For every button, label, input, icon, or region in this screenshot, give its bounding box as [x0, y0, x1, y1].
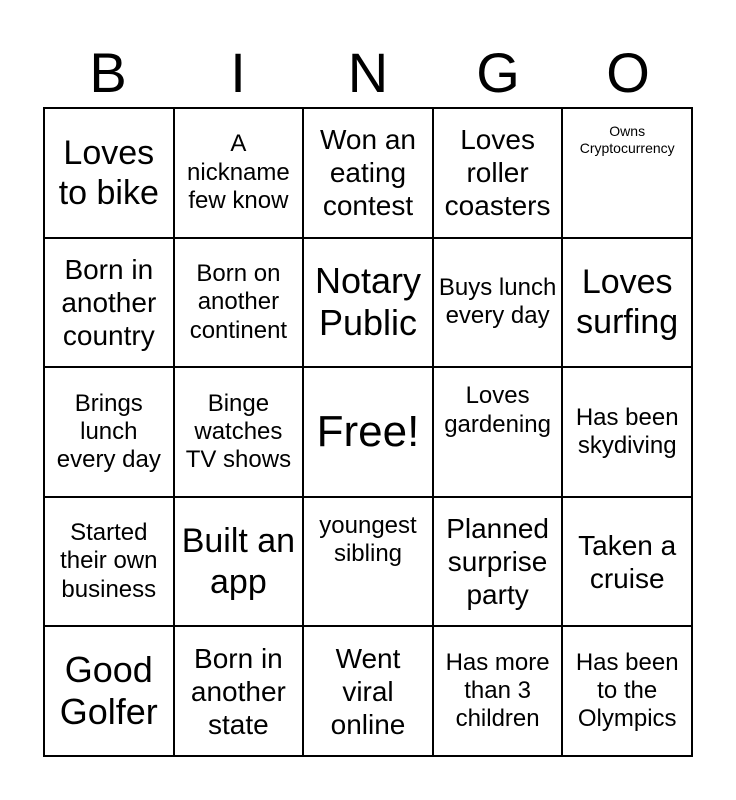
cell-text: Started their own business — [60, 519, 158, 603]
bingo-cell[interactable] — [44, 238, 174, 368]
bingo-cell[interactable] — [433, 367, 563, 497]
free-space-cell[interactable] — [303, 367, 433, 497]
bingo-cell[interactable] — [44, 497, 174, 627]
bingo-cell[interactable] — [433, 238, 563, 368]
cell-text: Born in another state — [190, 642, 286, 740]
bingo-cell[interactable] — [303, 108, 433, 238]
bingo-cell[interactable] — [303, 626, 433, 756]
cell-text: Owns Cryptocurrency — [579, 123, 675, 156]
header-letter-o: O — [606, 41, 650, 104]
cell-text: Notary Public — [314, 259, 421, 344]
cell-text: Loves gardening — [444, 382, 551, 438]
header-letter-n: N — [347, 41, 389, 104]
bingo-cell[interactable] — [562, 238, 692, 368]
bingo-cell[interactable] — [174, 238, 304, 368]
bingo-cell[interactable] — [174, 367, 304, 497]
cell-text: Brings lunch every day — [56, 389, 161, 474]
cell-text: Good Golfer — [59, 648, 158, 733]
bingo-cell[interactable] — [174, 497, 304, 627]
bingo-header — [43, 38, 693, 108]
bingo-cell[interactable] — [433, 108, 563, 238]
header-letter-b: B — [89, 41, 127, 104]
cell-text: Has more than 3 children — [445, 648, 550, 733]
free-space-text: Free! — [316, 407, 420, 457]
bingo-cell[interactable] — [44, 626, 174, 756]
bingo-cell[interactable] — [562, 497, 692, 627]
header-letter-g: G — [476, 41, 520, 104]
bingo-cell[interactable] — [303, 497, 433, 627]
cell-text: Born on another continent — [189, 259, 288, 344]
cell-text: youngest sibling — [319, 511, 417, 568]
bingo-cell[interactable] — [433, 497, 563, 627]
bingo-cell[interactable] — [562, 626, 692, 756]
cell-text: Loves to bike — [58, 133, 159, 212]
cell-text: Has been skydiving — [575, 403, 679, 459]
bingo-card-grid — [43, 107, 693, 757]
bingo-cell[interactable] — [44, 108, 174, 238]
cell-text: Binge watches TV shows — [185, 389, 292, 474]
cell-text: Planned surprise party — [446, 513, 549, 611]
cell-text: Born in another country — [61, 253, 157, 351]
bingo-cell[interactable] — [562, 108, 692, 238]
cell-text: Buys lunch every day — [438, 274, 557, 330]
bingo-cell[interactable] — [174, 108, 304, 238]
cell-text: Built an app — [181, 522, 296, 601]
cell-text: A nickname few know — [187, 130, 290, 214]
cell-text: Has been to the Olympics — [575, 648, 679, 733]
header-letter-i: I — [230, 41, 246, 104]
cell-text: Loves surfing — [576, 263, 679, 342]
bingo-cell[interactable] — [44, 367, 174, 497]
cell-text: Loves roller coasters — [444, 124, 551, 222]
cell-text: Went viral online — [330, 642, 406, 740]
bingo-cell[interactable] — [303, 238, 433, 368]
bingo-cell[interactable] — [433, 626, 563, 756]
bingo-cell[interactable] — [174, 626, 304, 756]
cell-text: Won an eating contest — [319, 124, 416, 222]
cell-text: Taken a cruise — [578, 529, 677, 594]
bingo-cell[interactable] — [562, 367, 692, 497]
